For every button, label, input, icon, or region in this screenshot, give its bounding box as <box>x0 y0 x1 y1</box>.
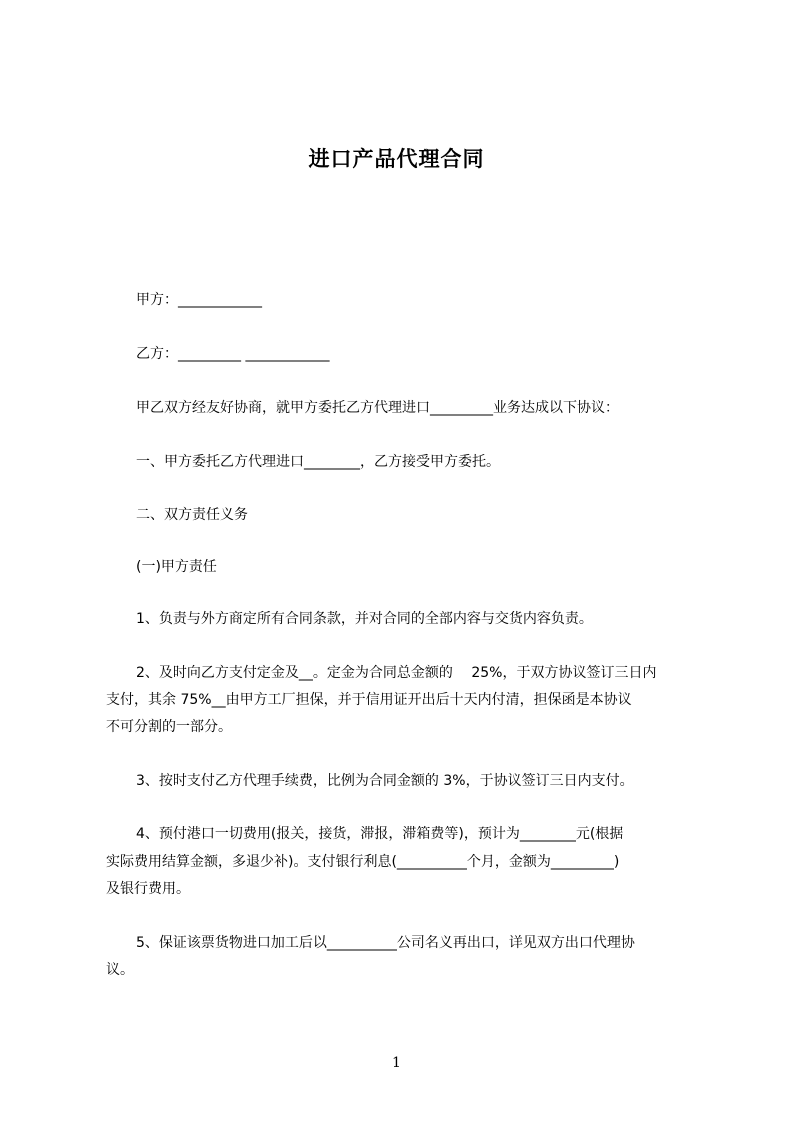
party-a-line: 甲方：____________ <box>136 292 262 308</box>
item-2-line: 支付，其余 75%__由甲方工厂担保，并于信用证开出后十天内付清，担保函是本协议 <box>106 692 632 708</box>
clause-1-paragraph: 一、甲方委托乙方代理进口________，乙方接受甲方委托。 <box>136 454 500 470</box>
item-2-line: 2、及时向乙方支付定金及__。定金为合同总金额的 25%，于双方协议签订三日内 <box>136 665 657 681</box>
page-number: 1 <box>392 1055 401 1071</box>
preamble-paragraph: 甲乙双方经友好协商，就甲方委托乙方代理进口_________业务达成以下协议： <box>136 400 619 416</box>
clause-2-heading: 二、双方责任义务 <box>136 507 248 523</box>
item-1-paragraph: 1、负责与外方商定所有合同条款，并对合同的全部内容与交货内容负责。 <box>136 611 593 627</box>
item-4-line: 4、预付港口一切费用(报关，接货，滞报，滞箱费等)，预计为________元(根据 <box>136 826 624 842</box>
item-3-paragraph: 3、按时支付乙方代理手续费，比例为合同金额的 3%，于协议签订三日内支付。 <box>136 773 634 789</box>
item-4-line: 实际费用结算金额，多退少补)。支付银行利息(__________个月，金额为_________) <box>106 854 620 870</box>
item-5-line: 5、保证该票货物进口加工后以__________公司名义再出口，详见双方出口代理协 <box>136 935 635 951</box>
item-5-line: 议。 <box>106 962 134 978</box>
item-4-line: 及银行费用。 <box>106 881 190 897</box>
item-2-line: 不可分割的一部分。 <box>106 719 232 735</box>
document-title: 进口产品代理合同 <box>308 147 485 171</box>
party-b-line: 乙方：_________ ____________ <box>136 346 330 362</box>
section-a-heading: (一)甲方责任 <box>136 559 217 575</box>
